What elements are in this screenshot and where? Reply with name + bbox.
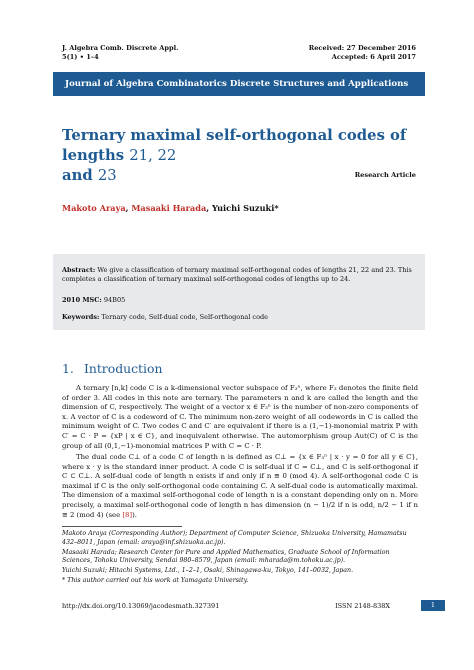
article-type: Research Article	[354, 171, 416, 179]
msc-label: 2010 MSC:	[62, 296, 102, 304]
footnote-note: * This author carried out his work at Yamagata University.	[62, 577, 249, 585]
journal-header-left	[62, 44, 178, 62]
abstract	[62, 266, 414, 283]
section-title: Introduction	[83, 361, 163, 376]
title-length-22: 22	[157, 147, 177, 164]
journal-issue: 5(1) • 1–4	[62, 53, 99, 61]
issn: ISSN 2148-838X	[335, 602, 390, 610]
keywords-value: Ternary code, Self-dual code, Self-orthogonal code	[101, 313, 268, 321]
section-heading	[62, 361, 162, 376]
page-number: 1	[421, 600, 445, 611]
paragraph-text: The dual code C⊥ of a code C of length n is defined as C⊥ = {x ∈ F₃ⁿ | x · y = 0 for all y ∈ C}, where x · y is the standard inner product. A code C is self-dual if C = C⊥, and C is self-orthogonal if C ⊂ C⊥. A self-dual code of length n exists if and only if n ≡ 0 (mod 4). A self-orthogonal code C is maximal if C is the only self-orthogonal code containing C. A self-dual code is automatically maximal. The dimension of a maximal self-orthogonal code of length n is a constant depending only on n. More precisely, a maximal self-orthogonal code of length n has dimension (n − 1)/2 if n is odd, n/2 − 1 if n ≡ 2 (mod 4) (see	[62, 453, 418, 519]
abstract-text: We give a classification of ternary maximal self-orthogonal codes of lengths 21, 22 and 23. This completes a classification of ternary maximal self-orthogonal codes of lengths up to 24.	[62, 266, 412, 283]
footnote-harada: Masaaki Harada; Research Center for Pure and Applied Mathematics, Graduate School of Information Sciences, Tohoku University, Sendai 980–8579, Japan (email: mharada@m.tohoku.ac.jp).	[62, 548, 390, 565]
journal-short-name: J. Algebra Comb. Discrete Appl.	[62, 44, 179, 52]
footnotes	[62, 530, 418, 587]
title-separator: ,	[148, 147, 158, 164]
author-separator: ,	[125, 203, 132, 213]
author-araya[interactable]: Makoto Araya	[62, 203, 126, 213]
title-length-23: 23	[97, 167, 117, 184]
author-separator: ,	[206, 203, 212, 213]
msc-line	[62, 296, 125, 304]
paragraph-end: ).	[132, 510, 137, 519]
received-date: Received: 27 December 2016	[308, 44, 416, 52]
section-number: 1.	[62, 361, 74, 376]
abstract-label: Abstract:	[62, 266, 96, 274]
footnote-suzuki: Yuichi Suzuki; Hitachi Systems, Ltd., 1–2–1, Osaki, Shinagawa-ku, Tokyo, 141–0032, Japan.	[62, 567, 354, 575]
doi-link[interactable]: http://dx.doi.org/10.13069/jacodesmath.327391	[62, 602, 220, 610]
title-text: Ternary maximal self-orthogonal codes of lengths	[62, 127, 407, 164]
footnote-rule	[62, 526, 182, 527]
title-and: and	[62, 167, 98, 184]
citation-link[interactable]: [8]	[122, 510, 133, 519]
title-length-21: 21	[129, 147, 149, 164]
msc-value: 94B05	[103, 296, 126, 304]
author-suzuki: Yuichi Suzuki*	[211, 203, 279, 213]
keywords-line	[62, 313, 268, 321]
keywords-label: Keywords:	[62, 313, 100, 321]
accepted-date: Accepted: 6 April 2017	[331, 53, 416, 61]
journal-header-right	[309, 44, 416, 62]
journal-banner: Journal of Algebra Combinatorics Discrete Structures and Applications	[53, 72, 425, 96]
body-paragraph: A ternary [n,k] code C is a k-dimensional vector subspace of F₃ⁿ, where F₃ denotes the finite field of order 3. All codes in this note are ternary. The parameters n and k are called the length and the dimension of C, respectively. The weight of a vector x ∈ F₃ⁿ is the number of non-zero components of x. A vector of C is a codeword of C. The minimum non-zero weight of all codewords in C is called the minimum weight of C. Two codes C and C′ are equivalent if there is a (1,−1)-monomial matrix P with C′ = C · P = {xP | x ∈ C}, and inequivalent otherwise. The automorphism group Aut(C) of C is the group of all (0,1,−1)-monomial matrices P with C = C · P.	[62, 384, 418, 450]
author-list	[62, 203, 279, 213]
footnote-araya: Makoto Araya (Corresponding Author); Department of Computer Science, Shizuoka University, Hamamatsu 432–8011, Japan (email: araya@inf.shizuoka.ac.jp).	[62, 530, 407, 546]
author-harada[interactable]: Masaaki Harada	[131, 203, 207, 213]
body-paragraph	[62, 453, 418, 520]
